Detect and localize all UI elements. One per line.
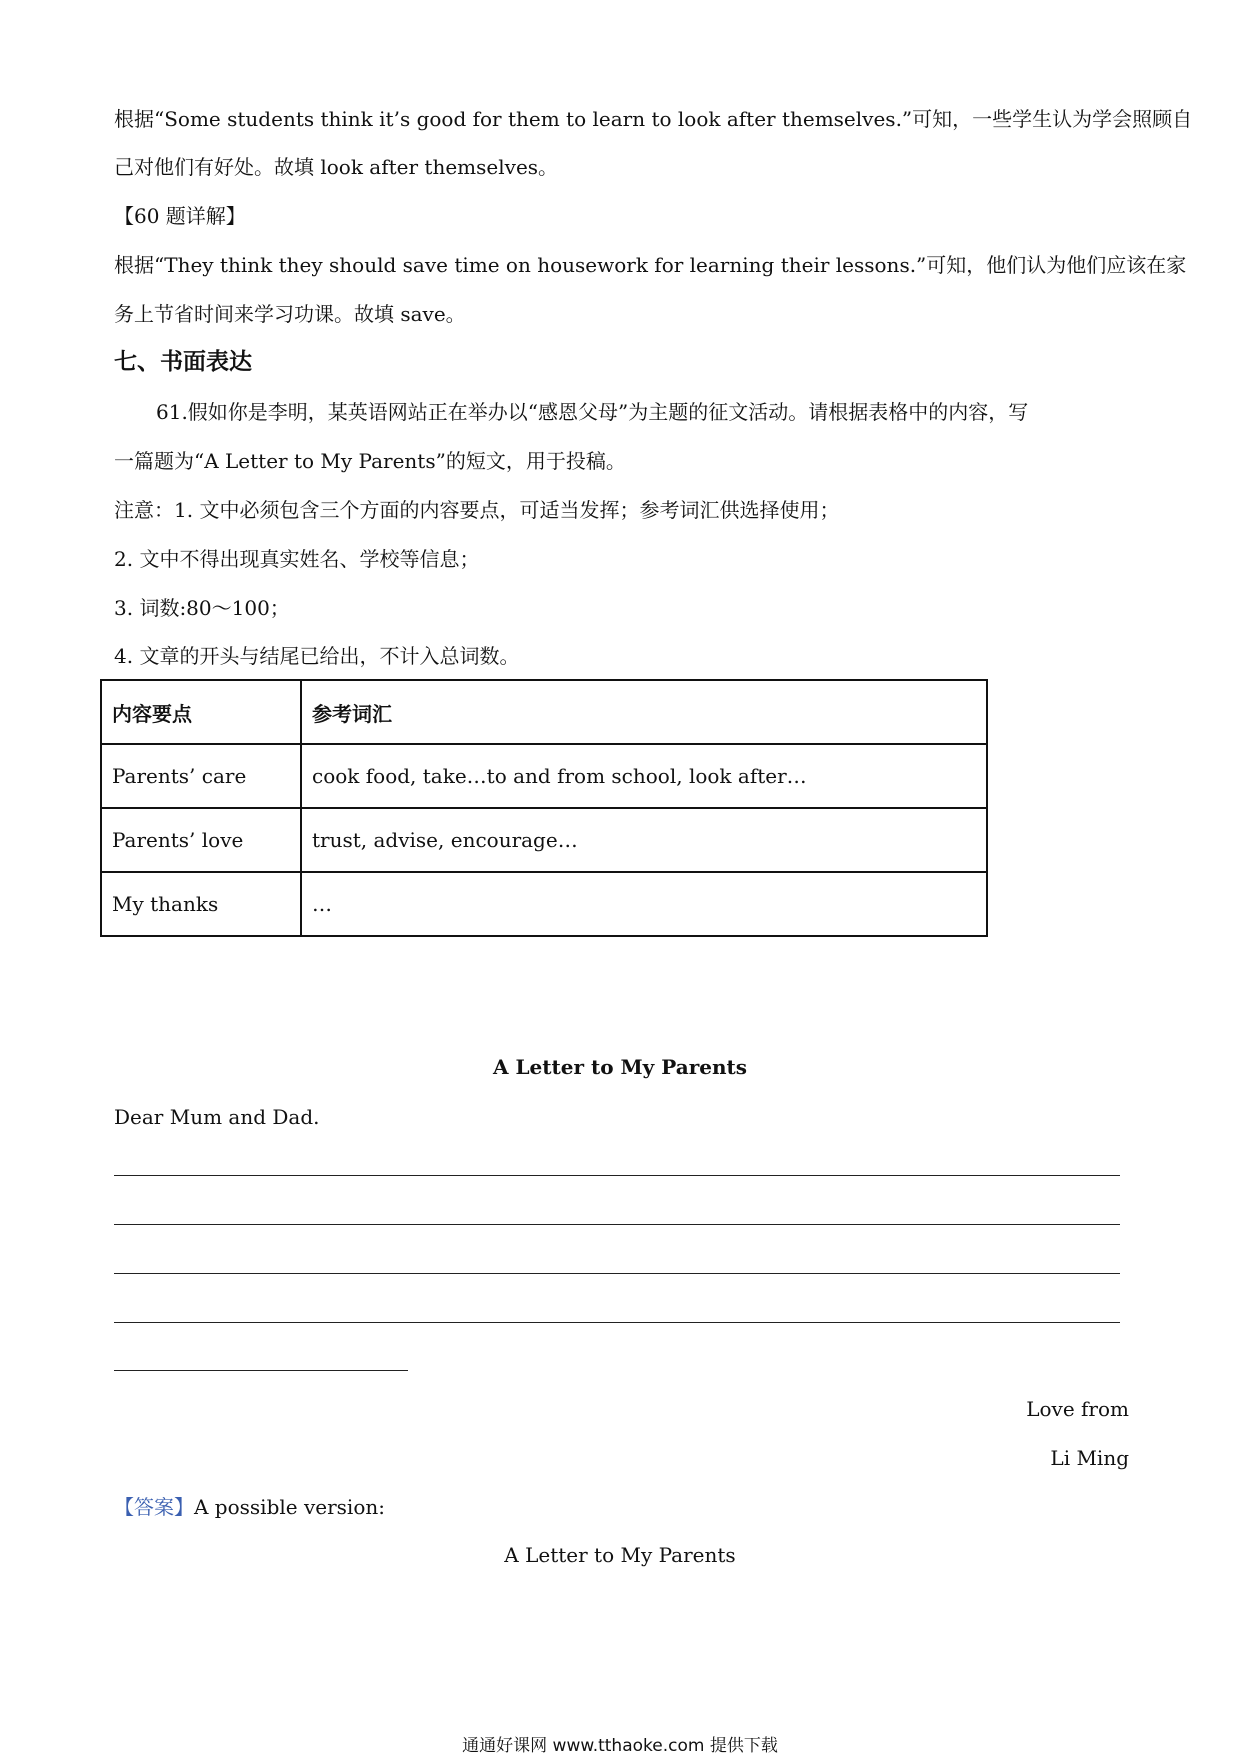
letter-closing: Love from [1026,1397,1129,1421]
table-cell-point: Parents’ care [101,744,301,808]
letter-title: A Letter to My Parents [493,1055,747,1079]
table-row [101,808,987,872]
answer-line [114,1494,385,1520]
note-1: 注意：1. 文中必须包含三个方面的内容要点，可适当发挥；参考词汇供选择使用； [114,498,840,522]
letter-greeting: Dear Mum and Dad. [114,1105,320,1129]
table-header-points: 内容要点 [101,680,301,744]
analysis-q60-heading: 【60 题详解】 [114,204,246,228]
table-row [101,872,987,936]
writing-line[interactable] [114,1273,1120,1274]
analysis-q60-line1: 根据“They think they should save time on housework for learning their lessons.”可知，他们认为他们应该在家 [114,253,1187,277]
table-cell-vocabulary: … [301,872,987,936]
writing-line[interactable] [114,1175,1120,1176]
letter-signature: Li Ming [1050,1446,1129,1470]
prompt-line2: 一篇题为“A Letter to My Parents”的短文，用于投稿。 [114,449,626,473]
analysis-q60-line2: 务上节省时间来学习功课。故填 save。 [114,302,466,326]
answer-label: 【答案】 [114,1495,194,1519]
note-4: 4. 文章的开头与结尾已给出，不计入总词数。 [114,644,520,668]
table-cell-point: My thanks [101,872,301,936]
note-3: 3. 词数:80～100； [114,596,290,620]
table-cell-vocabulary: trust, advise, encourage… [301,808,987,872]
note-2: 2. 文中不得出现真实姓名、学校等信息； [114,547,480,571]
page-footer: 通通好课网 www.tthaoke.com 提供下载 [462,1736,778,1756]
analysis-q59-line2: 己对他们有好处。故填 look after themselves。 [114,155,559,179]
answer-title: A Letter to My Parents [504,1543,736,1567]
section-heading: 七、书面表达 [114,348,252,375]
table-cell-point: Parents’ love [101,808,301,872]
table-row [101,744,987,808]
table-cell-vocabulary: cook food, take…to and from school, look after… [301,744,987,808]
analysis-q59-line1: 根据“Some students think it’s good for them to learn to look after themselves.”可知，一些学生认为学会照顾自 [114,107,1193,131]
table-header-row [101,680,987,744]
writing-line[interactable] [114,1322,1120,1323]
table-header-vocabulary: 参考词汇 [301,680,987,744]
prompt-line1: 61.假如你是李明，某英语网站正在举办以“感恩父母”为主题的征文活动。请根据表格中的内容，写 [156,400,1029,424]
writing-line[interactable] [114,1224,1120,1225]
writing-line-short[interactable] [114,1370,408,1371]
reference-table [100,679,988,937]
answer-text: A possible version: [194,1495,385,1519]
